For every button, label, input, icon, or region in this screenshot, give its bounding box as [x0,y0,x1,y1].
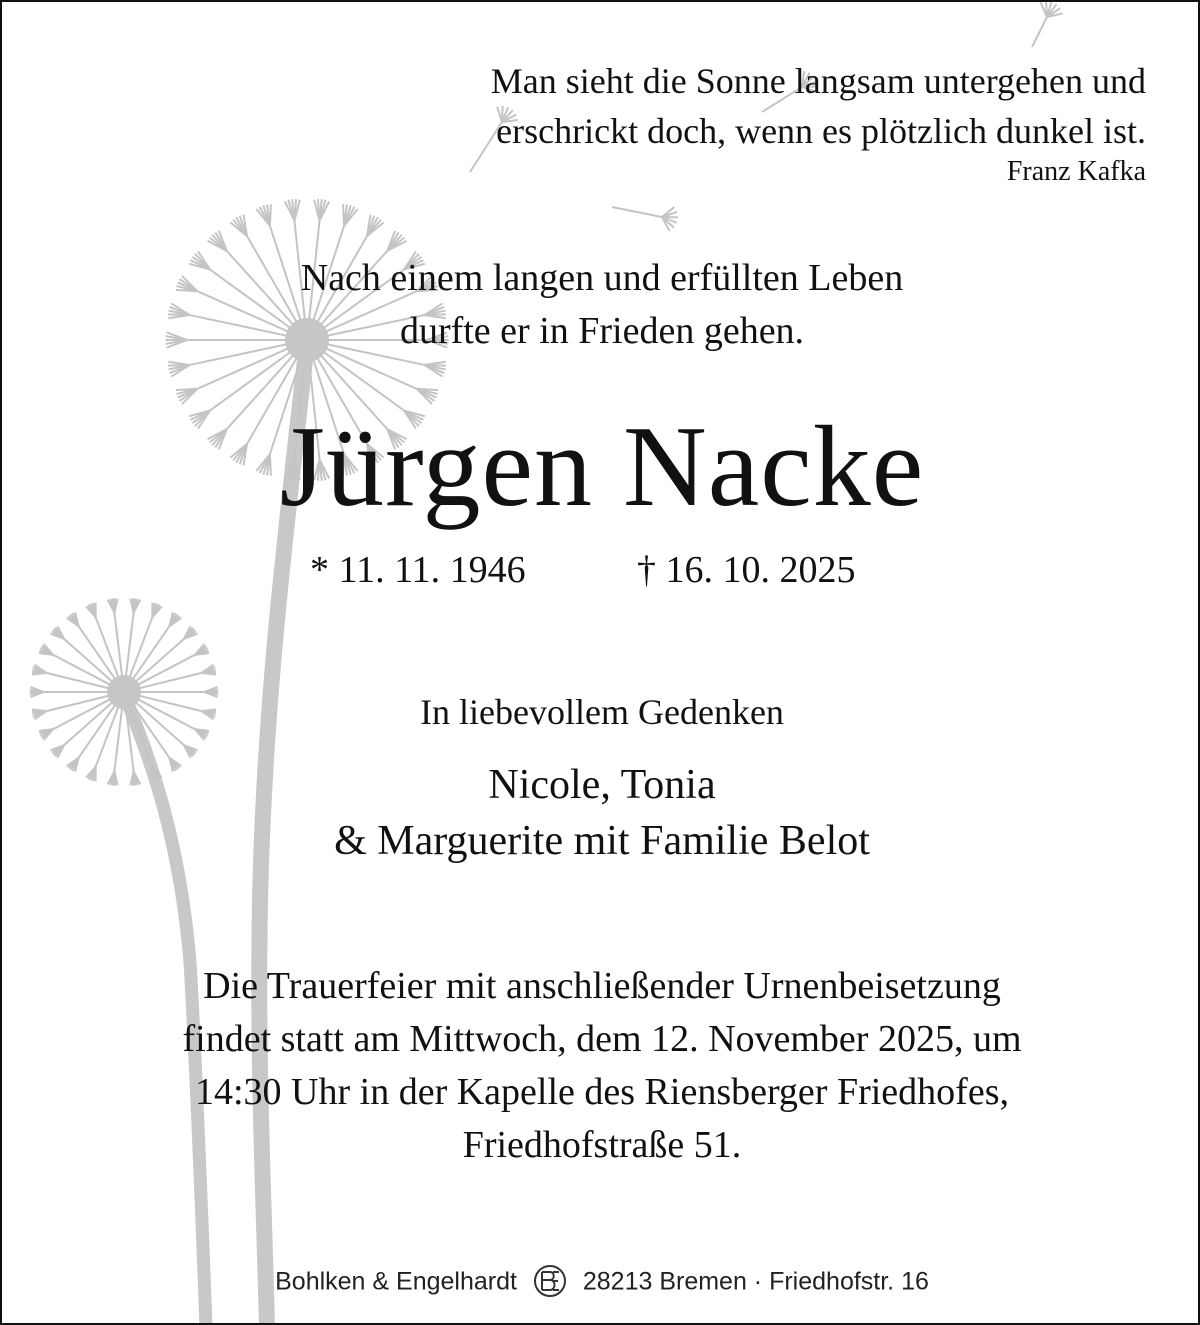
ceremony-line: 14:30 Uhr in der Kapelle des Riensberger Friedhofes, [195,1071,1009,1113]
mourner-line: Nicole, Tonia [488,762,716,808]
undertaker-address: 28213 Bremen · Friedhofstr. 16 [582,1267,929,1296]
ceremony-info [2,960,1200,1172]
intro-line: Nach einem langen und erfüllten Leben [300,257,904,299]
memory-line: In liebevollem Gedenken [420,692,784,732]
ceremony-line: findet statt am Mittwoch, dem 12. November 2025, um [182,1018,1022,1060]
quote-author: Franz Kafka [1006,156,1146,187]
deceased-name: Jürgen Nacke [279,403,925,531]
ceremony-line: Die Trauerfeier mit anschließender Urnenbeisetzung [203,965,1001,1007]
undertaker-name: Bohlken & Engelhardt [275,1267,517,1296]
intro-text [2,252,1200,358]
mourner-line: & Marguerite mit Familie Belot [334,818,870,864]
intro-line: durfte er in Frieden gehen. [399,310,805,352]
mourners [2,757,1200,869]
birth-date: * 11. 11. 1946 [310,549,526,591]
quote-line: Man sieht die Sonne langsam untergehen und [490,61,1146,101]
kafka-quote [491,56,1146,156]
quote-line: erschrickt doch, wenn es plötzlich dunkel ist. [496,111,1146,151]
be-monogram-icon [530,1263,570,1299]
ceremony-line: Friedhofstraße 51. [462,1124,742,1166]
death-date: † 16. 10. 2025 [637,549,856,591]
undertaker-footer [2,1262,1200,1299]
